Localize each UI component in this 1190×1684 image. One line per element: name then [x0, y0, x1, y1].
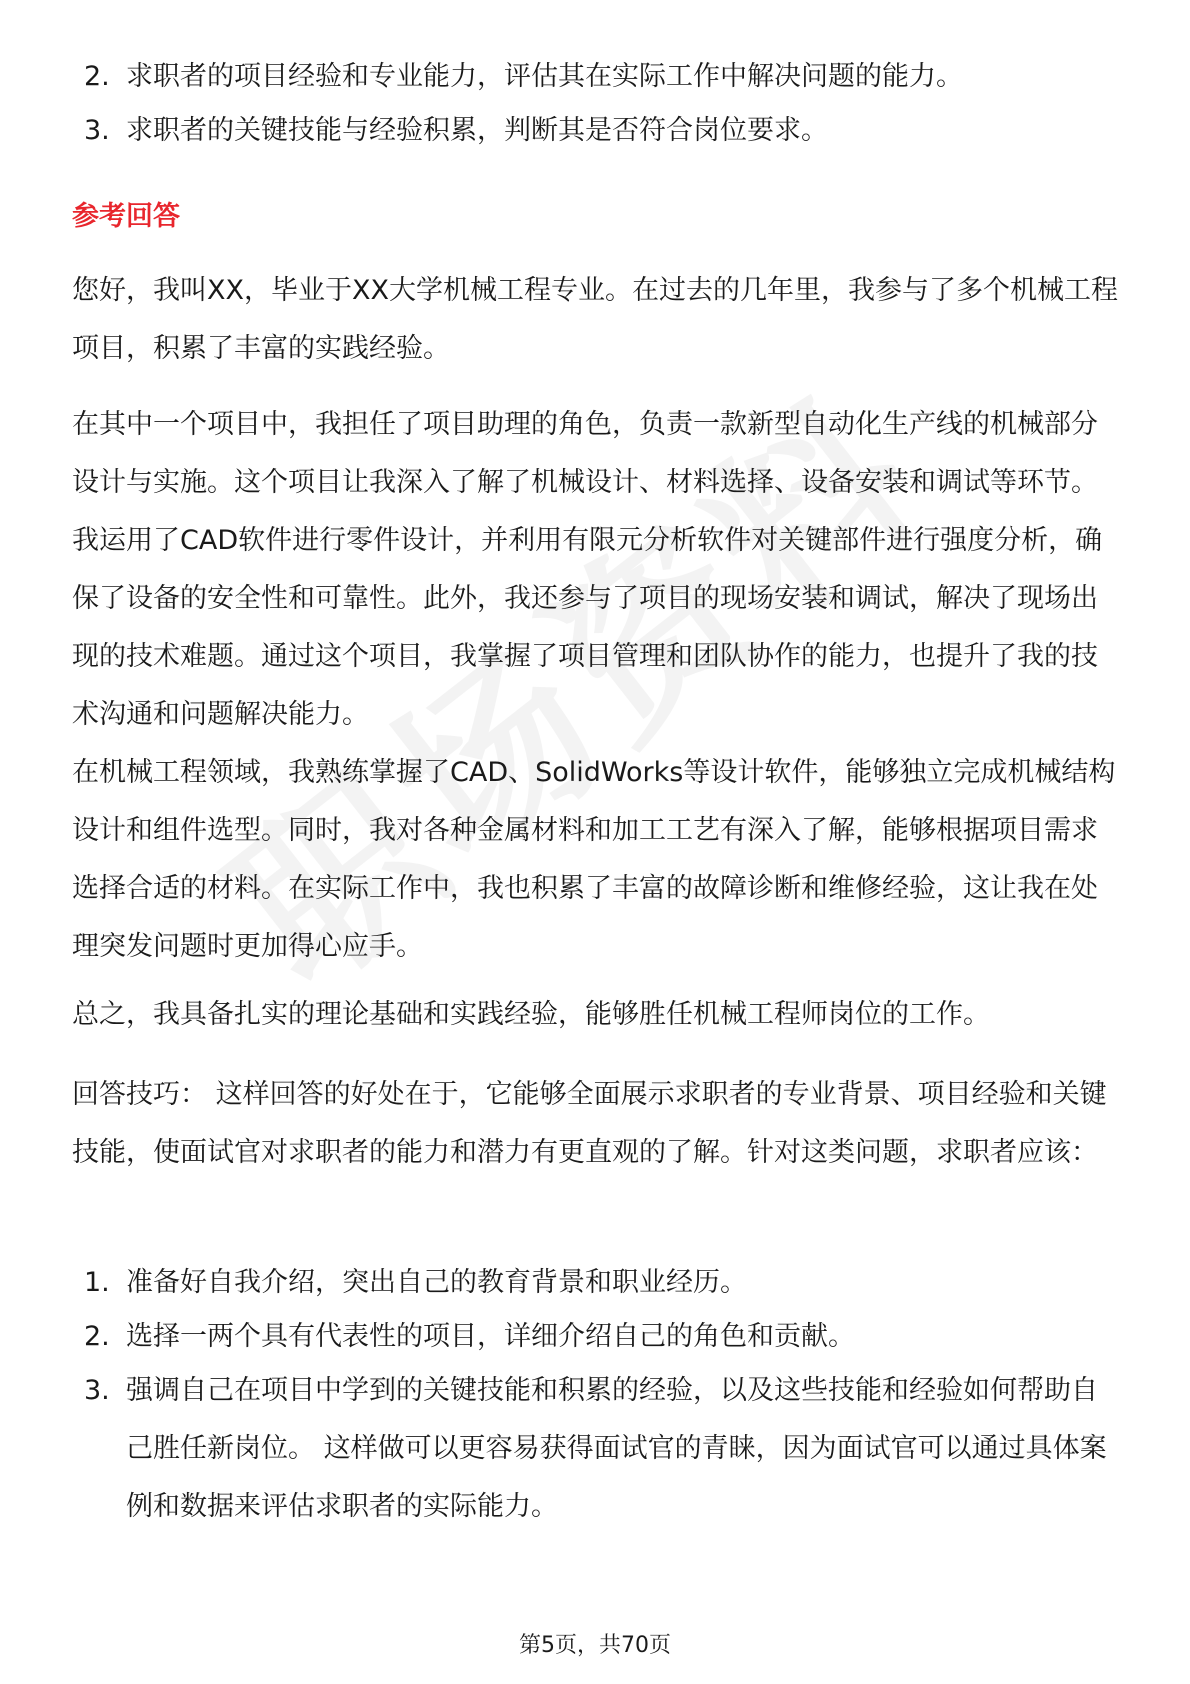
list-item — [84, 1254, 1124, 1312]
list-item — [84, 102, 1124, 160]
list-item — [84, 48, 1124, 106]
list-text: 求职者的项目经验和专业能力，评估其在实际工作中解决问题的能力。 — [126, 61, 963, 92]
paragraph-skills: 在机械工程领域，我熟练掌握了CAD、SolidWorks等设计软件，能够独立完成机械结构设计和组件选型。同时，我对各种金属材料和加工工艺有深入了解，能够根据项目需求选择合适的材料。在实际工作中，我也积累了丰富的故障诊断和维修经验，这让我在处理突发问题时更加得心应手。 — [72, 757, 1116, 962]
list-text: 准备好自我介绍，突出自己的教育背景和职业经历。 — [126, 1267, 747, 1298]
list-item — [84, 1308, 1124, 1366]
list-number: 3. — [84, 1375, 110, 1406]
paragraph-tips: 回答技巧： 这样回答的好处在于，它能够全面展示求职者的专业背景、项目经验和关键技能，使面试官对求职者的能力和潜力有更直观的了解。针对这类问题，求职者应该： — [72, 1079, 1107, 1168]
list-number: 2. — [84, 61, 110, 92]
list-text: 求职者的关键技能与经验积累，判断其是否符合岗位要求。 — [126, 115, 828, 146]
list-text: 选择一两个具有代表性的项目，详细介绍自己的角色和贡献。 — [126, 1321, 855, 1352]
answer-heading: 参考回答 — [72, 201, 180, 232]
list-text: 强调自己在项目中学到的关键技能和积累的经验，以及这些技能和经验如何帮助自己胜任新岗位。 这样做可以更容易获得面试官的青睐，因为面试官可以通过具体案例和数据来评估求职者的实际能力。 — [126, 1375, 1107, 1522]
list-number: 2. — [84, 1321, 110, 1352]
list-number: 3. — [84, 115, 110, 146]
list-item — [84, 1362, 1124, 1536]
paragraph-summary: 总之，我具备扎实的理论基础和实践经验，能够胜任机械工程师岗位的工作。 — [72, 999, 990, 1030]
page-footer: 第5页，共70页 — [519, 1633, 671, 1658]
list-number: 1. — [84, 1267, 110, 1298]
paragraph-intro: 您好，我叫XX，毕业于XX大学机械工程专业。在过去的几年里，我参与了多个机械工程项目，积累了丰富的实践经验。 — [72, 275, 1118, 364]
paragraph-project: 在其中一个项目中，我担任了项目助理的角色，负责一款新型自动化生产线的机械部分设计与实施。这个项目让我深入了解了机械设计、材料选择、设备安装和调试等环节。我运用了CAD软件进行零件设计，并利用有限元分析软件对关键部件进行强度分析，确保了设备的安全性和可靠性。此外，我还参与了项目的现场安装和调试，解决了现场出现的技术难题。通过这个项目，我掌握了项目管理和团队协作的能力，也提升了我的技术沟通和问题解决能力。 — [72, 409, 1103, 730]
